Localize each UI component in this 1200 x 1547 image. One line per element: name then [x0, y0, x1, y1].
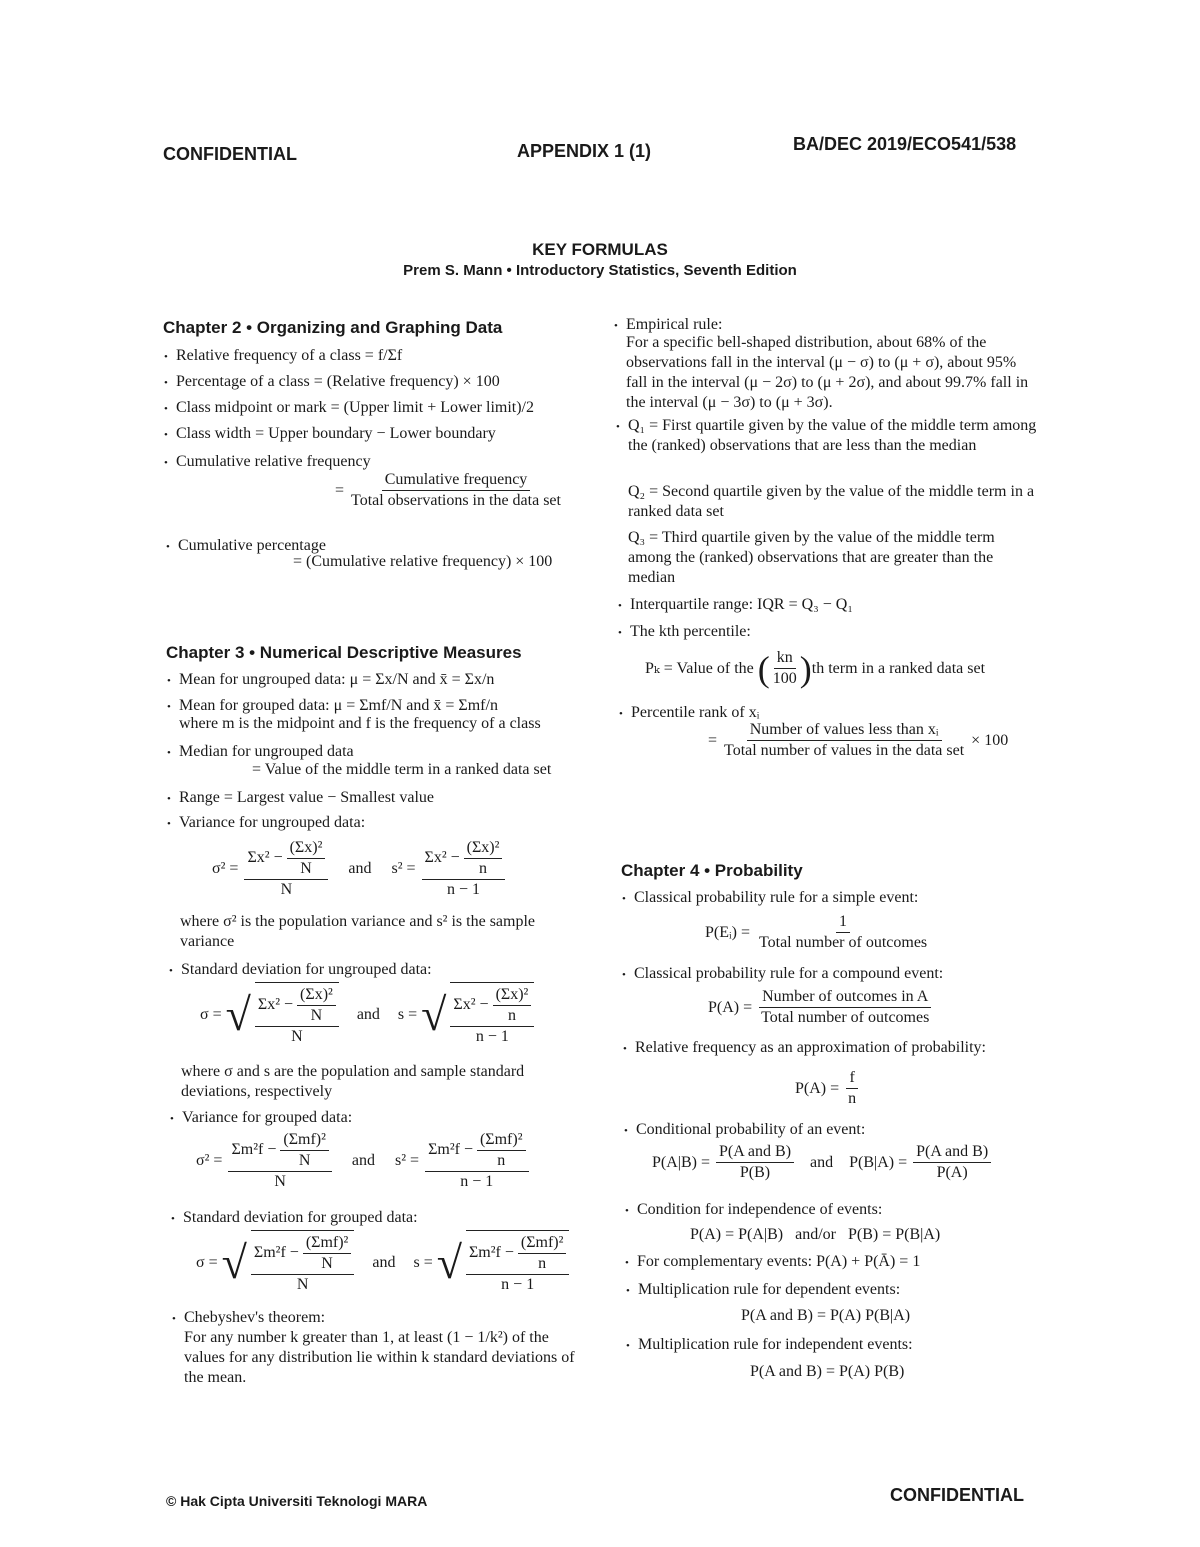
page-title: KEY FORMULAS	[532, 240, 668, 259]
cond-den2: P(A)	[936, 1164, 968, 1181]
ch2-item: • Cumulative relative frequency	[176, 452, 371, 472]
crf-denominator: Total observations in the data set	[351, 492, 561, 509]
mult-dep-label: • Multiplication rule for dependent events:	[638, 1280, 900, 1300]
mean-ungrouped: • Mean for ungrouped data: μ = Σx/N and x̄ = Σx/n	[179, 670, 494, 690]
var-grouped-formula: σ² = Σm²f − (Σmf)² N N and s² = Σm²f − (Σmf)² n n − 1	[196, 1130, 529, 1192]
percentile-rank-formula: = Number of values less than xᵢ Total number of values in the data set × 100	[708, 721, 1009, 759]
sd-ungrouped-note: where σ and s are the population and sample standard deviations, respectively	[181, 1063, 525, 1100]
q3-definition: Q₃ = Third quartile given by the value of the middle term among the (ranked) observations that are greater than the median	[628, 529, 995, 586]
footer-copyright: © Hak Cipta Universiti Teknologi MARA	[166, 1493, 428, 1509]
and-text: and	[372, 1253, 396, 1271]
prank-den: Total number of values in the data set	[724, 742, 965, 759]
empirical-text: For a specific bell-shaped distribution, about 68% of the observations fall in the interval (μ − σ) to (μ + σ), about 95% fall in the interval (μ − 2σ) to (μ + 2σ), and about 99.7% fall in the interval (μ − 3σ) to (μ + 3σ).	[626, 334, 1029, 411]
sd-grouped-formula: σ = √ Σm²f − (Σmf)² N N and s = √ Σm²f − (Σmf)² n n − 1	[196, 1230, 569, 1295]
header-code: BA/DEC 2019/ECO541/538	[793, 134, 1017, 154]
iqr: • Interquartile range: IQR = Q₃ − Q₁	[630, 595, 853, 615]
complementary: • For complementary events: P(A) + P(Ā) = 1	[637, 1252, 920, 1272]
var-ungrouped-note: where σ² is the population variance and s² is the sample variance	[180, 913, 536, 950]
independence-label: • Condition for independence of events:	[637, 1200, 882, 1220]
percentile-rank-label: • Percentile rank of xᵢ	[631, 703, 759, 723]
ch2-item: • Relative frequency of a class = f/Σf	[176, 346, 402, 366]
relfreq-lhs: P(A) =	[795, 1079, 840, 1097]
and-text: and	[348, 860, 372, 877]
footer-confidential: CONFIDENTIAL	[890, 1485, 1024, 1505]
prank-num: Number of values less than xᵢ	[747, 720, 942, 741]
range: • Range = Largest value − Smallest value	[179, 788, 434, 808]
median-formula: = Value of the middle term in a ranked data set	[252, 761, 552, 778]
compound-lhs: P(A) =	[708, 998, 753, 1016]
ch2-item: • Class midpoint or mark = (Upper limit + Lower limit)/2	[176, 398, 534, 418]
simple-num: 1	[836, 912, 850, 933]
simple-den: Total number of outcomes	[758, 934, 928, 951]
var-ungrouped-formula: σ² = Σx² − $\frac{\text{(Σx)²}}{N}$ N and s² = Σx² − $\frac{\text{(Σx)²}}{n}$ n − 1	[212, 838, 505, 900]
var-ungrouped-label: • Variance for ungrouped data:	[179, 813, 365, 833]
cond-num2: P(A and B)	[913, 1142, 991, 1163]
mult-dep-formula: P(A and B) = P(A) P(B|A)	[741, 1307, 911, 1324]
mult-ind-label: • Multiplication rule for independent events:	[638, 1335, 913, 1355]
cp-formula: = (Cumulative relative frequency) × 100	[293, 553, 553, 570]
mean-grouped-note: where m is the midpoint and f is the frequency of a class	[179, 715, 541, 732]
percentile-rhs: th term in a ranked data set	[811, 659, 986, 677]
cond-and: and	[810, 1153, 834, 1171]
relfreq-num: f	[846, 1068, 857, 1089]
percentile-formula: Pₖ = Value of the ( $\frac{kn}{100}$ ) th term in a ranked data set	[645, 648, 986, 689]
cond-lhs1: P(A|B) =	[652, 1153, 711, 1171]
ch2-item: • Percentage of a class = (Relative frequency) × 100	[176, 372, 500, 392]
ch2-item: • Class width = Upper boundary − Lower boundary	[176, 424, 496, 444]
q1-definition: • Q₁ = First quartile given by the value of the middle term among the (ranked) observations that are less than the median	[628, 416, 1038, 456]
compound-num: Number of outcomes in A	[759, 987, 931, 1008]
simple-event-label: • Classical probability rule for a simple event:	[634, 888, 918, 908]
cond-num1: P(A and B)	[716, 1142, 794, 1163]
chapter-4-heading: Chapter 4 • Probability	[621, 861, 803, 880]
chebyshev-label: • Chebyshev's theorem:	[184, 1308, 325, 1328]
cond-lhs2: P(B|A) =	[849, 1153, 908, 1171]
sd-grouped-label: • Standard deviation for grouped data:	[183, 1208, 418, 1228]
sd-ungrouped-formula: σ = √ Σx² − $\frac{\text{(Σx)²}}{N}$ N and s = √ Σx² − $\frac{\text{(Σx)²}}{n}$ n − 1	[200, 982, 534, 1047]
percentile-label: • The kth percentile:	[630, 622, 751, 642]
chebyshev-text: For any number k greater than 1, at least (1 − 1/k²) of the values for any distribution lie within k standard deviations of the mean.	[184, 1329, 575, 1386]
sd-ungrouped-label: • Standard deviation for ungrouped data:	[181, 960, 432, 980]
relfreq-den: n	[848, 1090, 857, 1107]
crf-formula: = Cumulative frequency Total observations in the data set	[335, 470, 564, 511]
percentile-num: kn	[774, 648, 796, 669]
crf-numerator: Cumulative frequency	[382, 470, 531, 491]
prank-mult: × 100	[971, 731, 1009, 749]
mean-grouped: • Mean for grouped data: μ = Σmf/N and x̄ = Σmf/n	[179, 696, 498, 716]
simple-event-formula	[705, 912, 930, 953]
compound-den: Total number of outcomes	[761, 1009, 930, 1026]
header-confidential: CONFIDENTIAL	[163, 144, 297, 164]
percentile-lhs: Pₖ = Value of the	[645, 659, 754, 677]
and-text: and	[356, 1005, 380, 1023]
relfreq-label: • Relative frequency as an approximation of probability:	[635, 1038, 986, 1058]
header-appendix: APPENDIX 1 (1)	[517, 141, 652, 161]
simple-lhs: P(Eᵢ) =	[705, 923, 750, 941]
chapter-3-heading: Chapter 3 • Numerical Descriptive Measures	[166, 643, 522, 662]
conditional-formula	[652, 1142, 991, 1183]
empirical-label: • Empirical rule:	[626, 315, 722, 335]
page-subtitle: Prem S. Mann • Introductory Statistics, Seventh Edition	[403, 262, 797, 279]
compound-event-formula	[708, 987, 932, 1028]
independence-formula: P(A) = P(A|B) and/or P(B) = P(B|A)	[690, 1226, 941, 1243]
q2-definition: Q₂ = Second quartile given by the value of the middle term in a ranked data set	[628, 483, 1035, 520]
percentile-den: 100	[772, 670, 797, 687]
var-grouped-label: • Variance for grouped data:	[182, 1108, 352, 1128]
median-label: • Median for ungrouped data	[179, 742, 354, 762]
cp-label: • Cumulative percentage	[178, 536, 326, 556]
chapter-2-heading: Chapter 2 • Organizing and Graphing Data	[163, 318, 503, 337]
cond-den1: P(B)	[739, 1164, 771, 1181]
and-text: and	[351, 1152, 376, 1169]
mult-ind-formula: P(A and B) = P(A) P(B)	[750, 1363, 905, 1380]
relfreq-formula	[795, 1068, 859, 1109]
conditional-label: • Conditional probability of an event:	[636, 1120, 865, 1140]
compound-event-label: • Classical probability rule for a compound event:	[634, 964, 943, 984]
